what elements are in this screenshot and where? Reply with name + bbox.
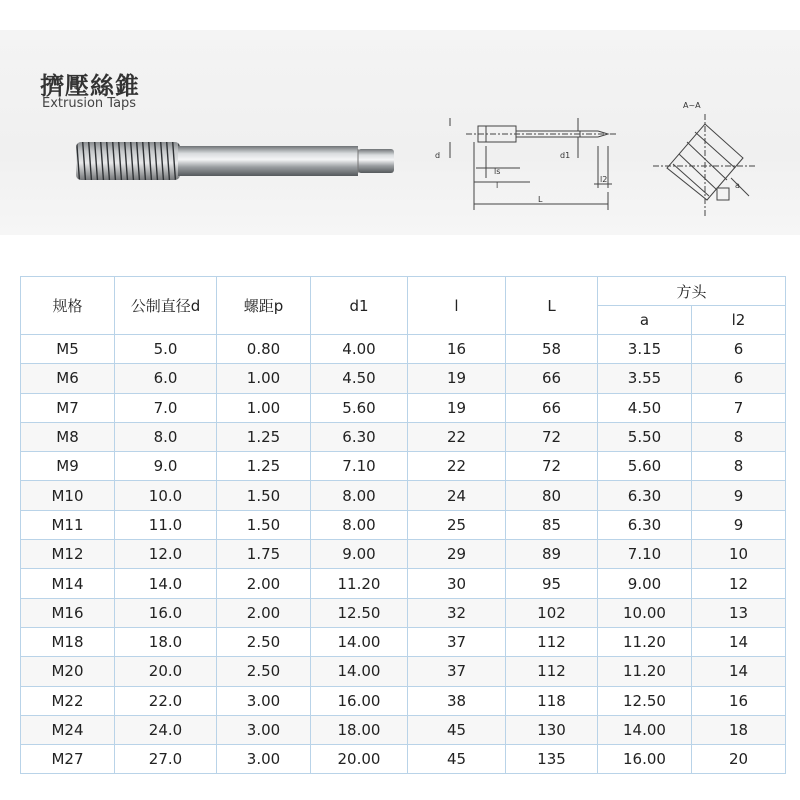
cell-l: 29 (408, 540, 506, 569)
cell-spec: M16 (21, 598, 115, 627)
table-row (21, 598, 786, 627)
cell-l2: 7 (692, 393, 786, 422)
cell-spec: M22 (21, 686, 115, 715)
square-section-view (645, 96, 765, 226)
cell-a: 14.00 (598, 715, 692, 744)
cell-metric-diameter: 7.0 (115, 393, 217, 422)
cell-metric-diameter: 8.0 (115, 422, 217, 451)
table-row (21, 686, 786, 715)
spec-table (20, 276, 786, 774)
cell-a: 6.30 (598, 481, 692, 510)
cell-pitch: 2.50 (217, 657, 311, 686)
label-section: A~A (683, 101, 701, 110)
cell-l: 30 (408, 569, 506, 598)
cell-metric-diameter: 10.0 (115, 481, 217, 510)
cell-metric-diameter: 6.0 (115, 364, 217, 393)
cell-l: 19 (408, 393, 506, 422)
table-row (21, 335, 786, 364)
cell-d1: 18.00 (311, 715, 408, 744)
cell-l2: 18 (692, 715, 786, 744)
cell-L: 95 (506, 569, 598, 598)
cell-L: 72 (506, 422, 598, 451)
cell-spec: M5 (21, 335, 115, 364)
cell-d1: 4.50 (311, 364, 408, 393)
table-row (21, 627, 786, 656)
label-L: L (538, 195, 543, 204)
cell-spec: M18 (21, 627, 115, 656)
cell-L: 89 (506, 540, 598, 569)
cell-l2: 6 (692, 335, 786, 364)
cell-d1: 8.00 (311, 481, 408, 510)
cell-pitch: 1.50 (217, 481, 311, 510)
cell-L: 72 (506, 452, 598, 481)
header-l2: l2 (692, 306, 786, 335)
cell-d1: 6.30 (311, 422, 408, 451)
cell-a: 11.20 (598, 627, 692, 656)
label-l2: l2 (600, 175, 608, 184)
cell-metric-diameter: 16.0 (115, 598, 217, 627)
cell-pitch: 1.00 (217, 364, 311, 393)
cell-metric-diameter: 24.0 (115, 715, 217, 744)
cell-d1: 9.00 (311, 540, 408, 569)
cell-a: 9.00 (598, 569, 692, 598)
cell-l: 24 (408, 481, 506, 510)
cell-l: 37 (408, 627, 506, 656)
cell-l: 22 (408, 422, 506, 451)
cell-spec: M12 (21, 540, 115, 569)
cell-l2: 14 (692, 627, 786, 656)
cell-L: 130 (506, 715, 598, 744)
cell-pitch: 3.00 (217, 686, 311, 715)
cell-a: 5.60 (598, 452, 692, 481)
cell-metric-diameter: 14.0 (115, 569, 217, 598)
cell-L: 102 (506, 598, 598, 627)
table-row (21, 393, 786, 422)
cell-spec: M10 (21, 481, 115, 510)
cell-a: 4.50 (598, 393, 692, 422)
header-d1: d1 (311, 277, 408, 335)
header-a: a (598, 306, 692, 335)
cell-d1: 12.50 (311, 598, 408, 627)
cell-l2: 9 (692, 481, 786, 510)
cell-l: 16 (408, 335, 506, 364)
cell-d1: 4.00 (311, 335, 408, 364)
label-d: d (435, 151, 441, 160)
cell-d1: 5.60 (311, 393, 408, 422)
cell-pitch: 0.80 (217, 335, 311, 364)
cell-d1: 16.00 (311, 686, 408, 715)
cell-a: 16.00 (598, 745, 692, 774)
cell-metric-diameter: 27.0 (115, 745, 217, 774)
cell-l2: 13 (692, 598, 786, 627)
cell-pitch: 1.00 (217, 393, 311, 422)
cell-metric-diameter: 18.0 (115, 627, 217, 656)
cell-pitch: 1.25 (217, 422, 311, 451)
table-row (21, 657, 786, 686)
cell-a: 10.00 (598, 598, 692, 627)
cell-spec: M9 (21, 452, 115, 481)
cell-spec: M11 (21, 510, 115, 539)
table-row (21, 422, 786, 451)
cell-l: 32 (408, 598, 506, 627)
cell-pitch: 3.00 (217, 715, 311, 744)
cell-L: 80 (506, 481, 598, 510)
cell-metric-diameter: 22.0 (115, 686, 217, 715)
cell-a: 6.30 (598, 510, 692, 539)
cell-l2: 12 (692, 569, 786, 598)
cell-L: 66 (506, 364, 598, 393)
cell-spec: M6 (21, 364, 115, 393)
cell-l: 45 (408, 745, 506, 774)
cell-pitch: 1.75 (217, 540, 311, 569)
tap-product-image (70, 132, 400, 188)
cell-l: 25 (408, 510, 506, 539)
header-l: l (408, 277, 506, 335)
cell-d1: 14.00 (311, 627, 408, 656)
cell-spec: M14 (21, 569, 115, 598)
cell-a: 12.50 (598, 686, 692, 715)
tap-dimension-drawing (430, 96, 620, 216)
cell-pitch: 1.50 (217, 510, 311, 539)
cell-L: 58 (506, 335, 598, 364)
cell-l2: 10 (692, 540, 786, 569)
tap-thread (76, 142, 180, 180)
header-pitch: 螺距p (217, 277, 311, 335)
cell-metric-diameter: 9.0 (115, 452, 217, 481)
table-row (21, 745, 786, 774)
cell-l2: 16 (692, 686, 786, 715)
cell-spec: M27 (21, 745, 115, 774)
cell-l2: 8 (692, 422, 786, 451)
cell-d1: 8.00 (311, 510, 408, 539)
header-L: L (506, 277, 598, 335)
label-l: l (496, 181, 499, 190)
table-row (21, 510, 786, 539)
cell-pitch: 1.25 (217, 452, 311, 481)
cell-l2: 8 (692, 452, 786, 481)
cell-d1: 11.20 (311, 569, 408, 598)
cell-spec: M24 (21, 715, 115, 744)
cell-spec: M8 (21, 422, 115, 451)
cell-L: 112 (506, 627, 598, 656)
cell-spec: M20 (21, 657, 115, 686)
table-row (21, 540, 786, 569)
cell-a: 3.55 (598, 364, 692, 393)
header-metric-diameter: 公制直径d (115, 277, 217, 335)
header-spec: 规格 (21, 277, 115, 335)
cell-L: 118 (506, 686, 598, 715)
cell-spec: M7 (21, 393, 115, 422)
table-row (21, 481, 786, 510)
table-row (21, 715, 786, 744)
cell-l2: 14 (692, 657, 786, 686)
cell-l: 38 (408, 686, 506, 715)
page-subtitle: Extrusion Taps (42, 96, 137, 111)
label-ls: ls (494, 167, 501, 176)
cell-l2: 20 (692, 745, 786, 774)
cell-metric-diameter: 20.0 (115, 657, 217, 686)
label-a: a (735, 181, 740, 190)
cell-pitch: 3.00 (217, 745, 311, 774)
cell-d1: 14.00 (311, 657, 408, 686)
cell-a: 3.15 (598, 335, 692, 364)
cell-d1: 20.00 (311, 745, 408, 774)
cell-a: 5.50 (598, 422, 692, 451)
cell-metric-diameter: 11.0 (115, 510, 217, 539)
cell-L: 135 (506, 745, 598, 774)
cell-l: 19 (408, 364, 506, 393)
page-title: 擠壓絲錐 (40, 72, 140, 100)
cell-metric-diameter: 5.0 (115, 335, 217, 364)
table-row (21, 569, 786, 598)
cell-a: 11.20 (598, 657, 692, 686)
label-d1: d1 (560, 151, 571, 160)
cell-L: 112 (506, 657, 598, 686)
cell-l: 37 (408, 657, 506, 686)
tap-square (358, 149, 394, 173)
cell-l: 22 (408, 452, 506, 481)
table-row (21, 364, 786, 393)
cell-l: 45 (408, 715, 506, 744)
cell-d1: 7.10 (311, 452, 408, 481)
cell-l2: 9 (692, 510, 786, 539)
cell-pitch: 2.00 (217, 569, 311, 598)
spec-table-body (21, 335, 786, 774)
header-square-head: 方头 (598, 277, 786, 306)
table-row (21, 452, 786, 481)
cell-l2: 6 (692, 364, 786, 393)
cell-pitch: 2.50 (217, 627, 311, 656)
cell-metric-diameter: 12.0 (115, 540, 217, 569)
cell-pitch: 2.00 (217, 598, 311, 627)
cell-a: 7.10 (598, 540, 692, 569)
cell-L: 66 (506, 393, 598, 422)
tap-shank (178, 146, 358, 176)
cell-L: 85 (506, 510, 598, 539)
